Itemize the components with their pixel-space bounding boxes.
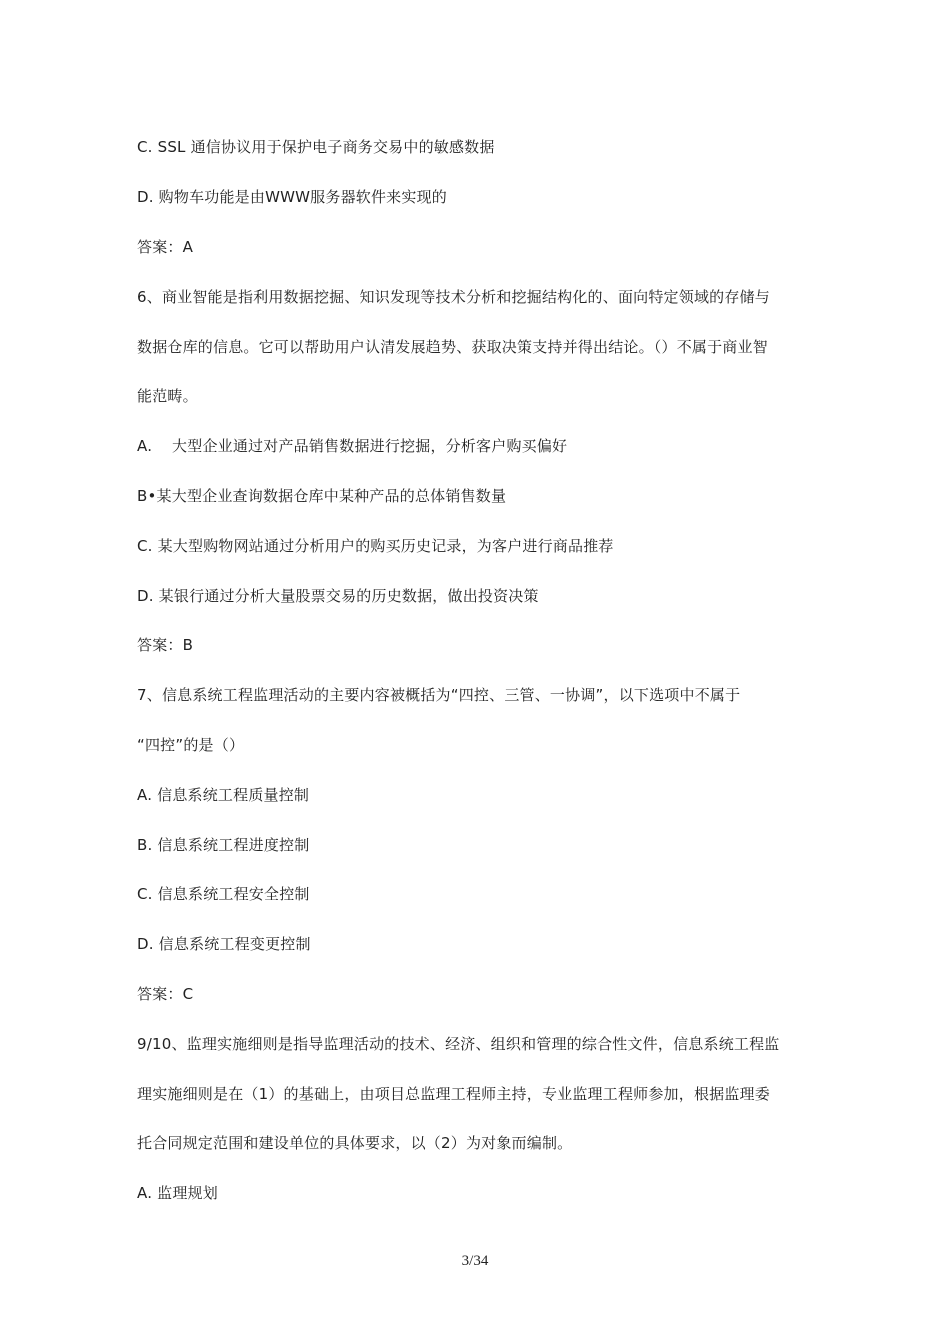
- question-9-10-line-1: 9/10、监理实施细则是指导监理活动的技术、经济、组织和管理的综合性文件，信息系统工程监: [137, 1035, 780, 1053]
- question-9-10-line-3: 托合同规定范围和建设单位的具体要求，以（2）为对象而编制。: [137, 1134, 573, 1152]
- option-b-q7: B. 信息系统工程进度控制: [137, 836, 310, 854]
- option-d-q6: D. 某银行通过分析大量股票交易的历史数据，做出投资决策: [137, 587, 539, 605]
- question-7-line-2: “四控”的是（）: [137, 736, 245, 754]
- option-c-q6: C. 某大型购物网站通过分析用户的购买历史记录，为客户进行商品推荐: [137, 537, 614, 555]
- option-a-q9-10: A. 监理规划: [137, 1184, 218, 1202]
- option-c-q7: C. 信息系统工程安全控制: [137, 885, 310, 903]
- answer-q5: 答案：A: [137, 238, 194, 256]
- option-d-q5: D. 购物车功能是由WWW服务器软件来实现的: [137, 188, 447, 206]
- answer-q6: 答案：B: [137, 636, 194, 654]
- question-9-10-line-2: 理实施细则是在（1）的基础上，由项目总监理工程师主持，专业监理工程师参加，根据监理委: [137, 1085, 770, 1103]
- option-a-q6: A. 大型企业通过对产品销售数据进行挖掘，分析客户购买偏好: [137, 437, 568, 455]
- page-number: 3/34: [461, 1253, 489, 1269]
- question-6-line-2: 数据仓库的信息。它可以帮助用户认清发展趋势、获取决策支持并得出结论。（）不属于商业智: [137, 338, 768, 356]
- question-6-line-3: 能范畴。: [137, 387, 198, 405]
- option-c-q5: C. SSL 通信协议用于保护电子商务交易中的敏感数据: [137, 138, 495, 156]
- option-d-q7: D. 信息系统工程变更控制: [137, 935, 311, 953]
- answer-q7: 答案：C: [137, 985, 194, 1003]
- question-6-line-1: 6、商业智能是指利用数据挖掘、知识发现等技术分析和挖掘结构化的、面向特定领域的存储与: [137, 288, 770, 306]
- option-a-q7: A. 信息系统工程质量控制: [137, 786, 310, 804]
- question-7-line-1: 7、信息系统工程监理活动的主要内容被概括为“四控、三管、一协调”，以下选项中不属于: [137, 686, 741, 704]
- option-b-q6: B•某大型企业查询数据仓库中某种产品的总体销售数量: [137, 487, 507, 505]
